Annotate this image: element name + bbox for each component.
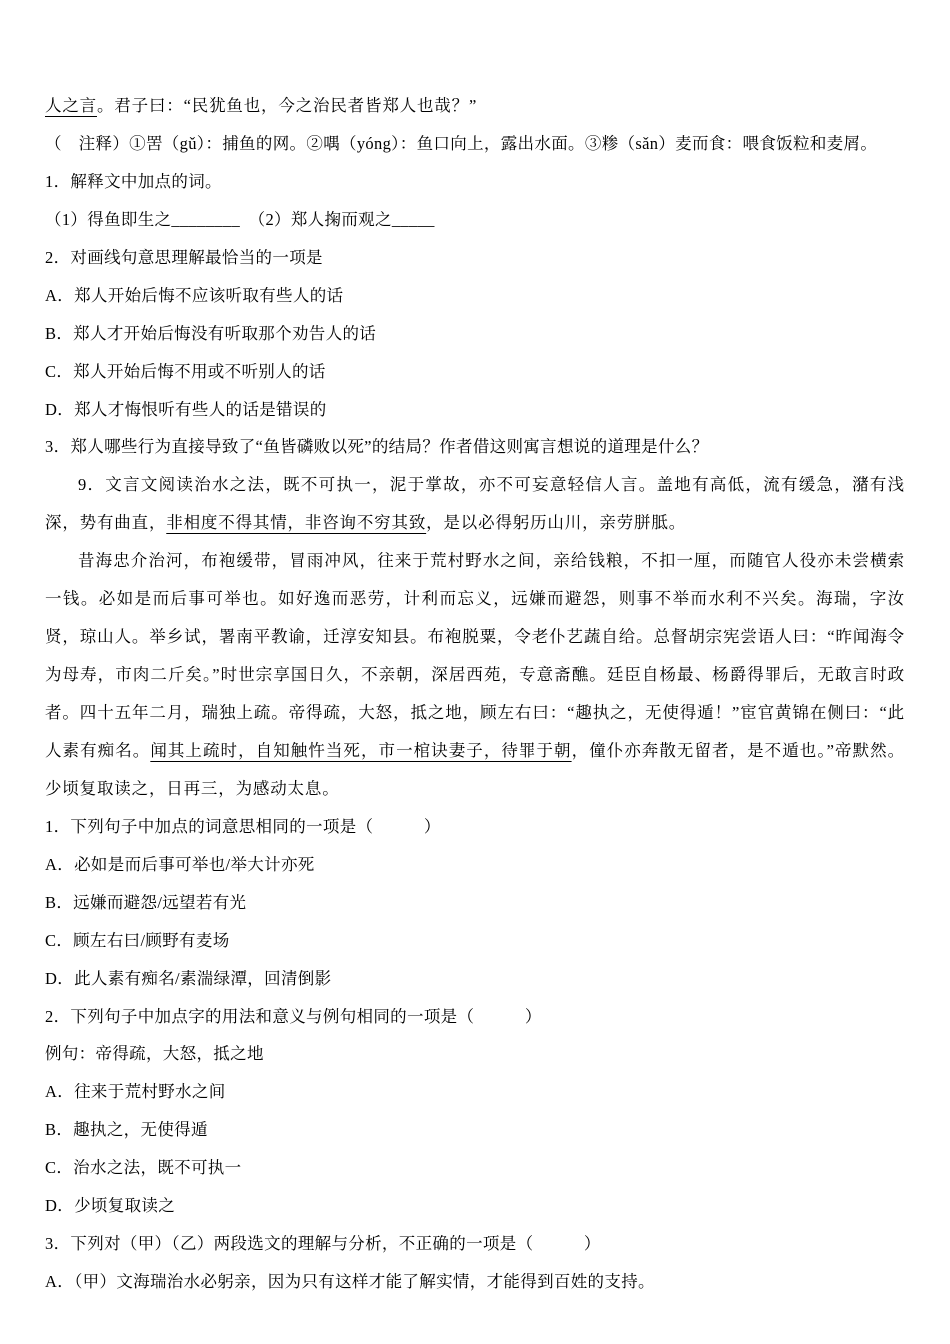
text-segment: C．治水之法，既不可执一 [45,1158,242,1178]
text-segment: C．郑人开始后悔不用或不听别人的话 [45,361,326,381]
text-segment: ，是以必得躬历山川，亲劳胼胝。 [426,513,687,533]
text-segment: A．必如是而后事可举也/举大计亦死 [45,854,315,874]
text-segment: ，僮仆亦奔散无留者，是不遁也。”帝默然。少顷复取读之，日再三，为感动太息。 [45,740,905,798]
question-9-2 [45,998,905,1036]
notes-line [45,125,905,163]
passage-9-paragraph-1 [45,466,905,542]
question-9-2-option-c [45,1149,905,1187]
question-2-option-b [45,315,905,353]
text-segment: 1．下列句子中加点的词意思相同的一项是（ ） [45,816,441,836]
text-segment: A．往来于荒村野水之间 [45,1082,226,1102]
underlined-segment: 闻其上疏时，自知触忤当死，市一棺诀妻子，待罪于朝 [150,740,572,760]
text-segment: 9．文言文阅读治水之法，既不可执一，泥于掌故，亦不可妄意轻信人言。盖地有高低，流有缓急，潴有浅深，势有曲直， [45,475,905,533]
question-9-1-option-b [45,884,905,922]
text-segment: 1．解释文中加点的词。 [45,171,222,191]
question-9-2-option-b [45,1111,905,1149]
text-segment: D．此人素有痴名/素湍绿潭，回清倒影 [45,968,332,988]
text-segment: A．郑人开始后悔不应该听取有些人的话 [45,285,344,305]
question-1 [45,163,905,201]
text-segment: 3．下列对（甲）（乙）两段选文的理解与分析，不正确的一项是（ ） [45,1234,601,1254]
text-segment: B．趣执之，无使得遁 [45,1120,208,1140]
text-segment: 2．对画线句意思理解最恰当的一项是 [45,247,323,267]
text-segment: 昔海忠介治河，布袍缓带，冒雨冲风，往来于荒村野水之间，亲给钱粮，不扣一厘，而随官人役亦未尝横索一钱。必如是而后事可举也。如好逸而恶劳，计利而忘义，远嫌而避怨，则事不举而水利不兴矣。海瑞，字汝贤，琼山人。举乡试，署南平教谕，迁淳安知县。布袍脱粟，令老仆艺蔬自给。总督胡宗宪尝语人曰：“昨闻海令为母寿，市肉二斤矣。”时世宗享国日久，不亲朝，深居西苑，专意斋醮。廷臣自杨最、杨爵得罪后，无敢言时政者。四十五年二月，瑞独上疏。帝得疏，大怒，抵之地，顾左右曰：“趣执之，无使得遁！”宦官黄锦在侧曰：“此人素有痴名。 [45,551,905,760]
question-2-option-d [45,391,905,429]
underlined-segment: 人之言 [45,96,97,115]
text-segment: B．远嫌而避怨/远望若有光 [45,892,247,912]
passage-continuation-line [45,87,905,125]
text-segment: 2．下列句子中加点字的用法和意义与例句相同的一项是（ ） [45,1006,542,1026]
text-segment: C．顾左右曰/顾野有麦场 [45,930,230,950]
underlined-segment: 非相度不得其情，非咨询不穷其致 [166,513,427,533]
question-9-3 [45,1225,905,1263]
text-segment: D．少顷复取读之 [45,1196,176,1216]
question-3 [45,428,905,466]
text-segment: 例句：帝得疏，大怒，抵之地 [45,1044,264,1064]
text-segment: （ 注释）①罟（gǔ）：捕鱼的网。②喁（yóng）：鱼口向上，露出水面。③糁（sǎn）麦而食：喂食饭粒和麦屑。 [45,133,878,153]
question-9-1 [45,808,905,846]
question-9-1-option-a [45,846,905,884]
passage-9-paragraph-2 [45,542,905,808]
question-9-2-example [45,1035,905,1073]
question-2-option-c [45,353,905,391]
text-segment: B．郑人才开始后悔没有听取那个劝告人的话 [45,323,377,343]
text-segment: D．郑人才悔恨听有些人的话是错误的 [45,399,327,419]
question-2 [45,239,905,277]
question-9-1-option-d [45,960,905,998]
question-2-option-a [45,277,905,315]
question-9-2-option-a [45,1073,905,1111]
question-1-blanks [45,201,905,239]
question-9-1-option-c [45,922,905,960]
text-segment: A．（甲）文海瑞治水必躬亲，因为只有这样才能了解实情，才能得到百姓的支持。 [45,1272,655,1292]
text-segment: 。君子曰：“民犹鱼也，今之治民者皆郑人也哉？” [96,96,478,115]
text-segment: 3．郑人哪些行为直接导致了“鱼皆磷败以死”的结局？作者借这则寓言想说的道理是什么？ [45,437,709,457]
question-9-3-option-a [45,1263,905,1301]
text-segment: （1）得鱼即生之________ （2）郑人掬而观之_____ [45,209,435,229]
question-9-2-option-d [45,1187,905,1225]
